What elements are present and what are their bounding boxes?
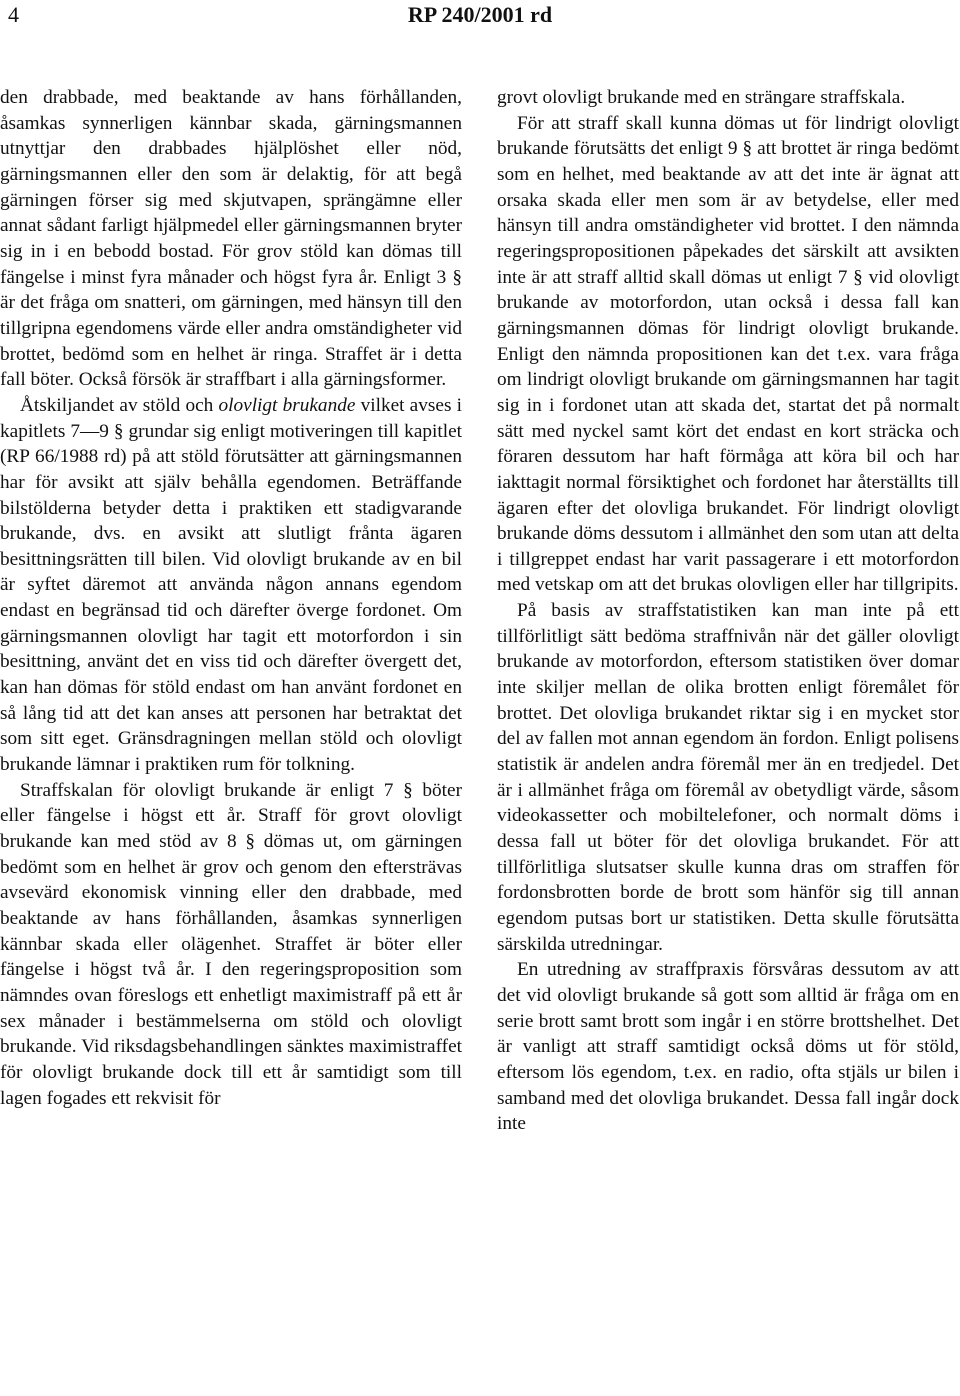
paragraph: den drabbade, med beaktande av hans förhållanden, åsamkas synnerligen kännbar skada, gärningsmannen utnyttjar den drabbades hjälplöshet eller nöd, gärningsmannen eller den som är delaktig, för att begå gärningen förser sig med skjutvapen, sprängämne eller annat sådant farligt hjälpmedel eller gärningsmannen bryter sig in i en bebodd bostad. För grov stöld kan dömas till fängelse i minst fyra månader och högst fyra år. Enligt 3 § är det fråga om snatteri, om gärningen, med hänsyn till den tillgripna egendomens värde eller andra omständigheter vid brottet, bedömd som en helhet är ringa. Straffet är i detta fall böter. Också försök är straffbart i alla gärningsformer. [0,87,462,391]
paragraph: För att straff skall kunna dömas ut för lindrigt olovligt brukande förutsätts det enligt 9 § att brottet är ringa bedömt som en helhet, med beaktande av att det inte är ägnat att orsaka skada eller men som är av betydelse, eller med hänsyn till andra omständigheter vid brottet. I den nämnda regeringspropositionen påpekades det särskilt att avsikten inte är att straff alltid skall dömas ut enligt 7 § vid olovligt brukande av motorfordon, utan också i dessa fall kan gärningsmannen dömas för lindrigt olovligt brukande. Enligt den nämnda propositionen kan det t.ex. vara fråga om lindrigt olovligt brukande om gärningsmannen har tagit sig in i fordonet utan att skada det, startat det på normalt sätt med nyckel samt kört det endast en kort sträcka och föraren dessutom har haft förmåga att köra bil och har iakttagit normal försiktighet och fordonet har återställts till ägaren efter det olovliga brukandet. För lindrigt olovligt brukande döms dessutom i allmänhet den som utan att delta i tillgreppet endast har varit passagerare i ett motorfordon med vetskap om att det brukas olovligen eller har tillgripits. [497,112,959,596]
page-header [0,0,960,40]
paragraph: På basis av straffstatistiken kan man inte på ett tillförlitligt sätt bedöma straffnivån när det gäller olovligt brukande av motorfordon, eftersom statistiken över domar inte skiljer mellan de olika brotten enligt föremålet för brottet. Det olovliga brukandet riktar sig i en mycket stor del av fallen mot annan egendom än fordon. Enligt polisens statistik är andelen andra föremål mer än en tredjedel. Det är i allmänhet fråga om föremål av obetydligt värde, såsom videokassetter och mobiltelefoner, och normalt döms i dessa fall ut böter för det olovliga brukandet. För att tillförlitliga slutsatser skulle kunna dras om straffen för fordonsbrotten borde de brott som hänför sig till annan egendom putsas bort ur statistiken. Detta skulle förutsätta särskilda utredningar. [497,600,959,955]
paragraph-text: vilket avses i kapitlets 7—9 § grundar sig enligt motiveringen till kapitlet (RP 66/1988 rd) på att stöld förutsätter att gärningsmannen har för avsikt att själv behålla egendomen. Beträffande bilstölderna betyder detta i praktiken ett stadigvarande brukande, dvs. en avsikt att slutligt frånta ägaren besittningsrätten till bilen. Vid olovligt brukande av en bil är syftet däremot att använda någon annans egendom endast en begränsad tid och därefter överge fordonet. Om gärningsmannen olovligt har tagit ett motorfordon i sin besittning, använt det en viss tid och därefter övergett det, kan han dömas för stöld endast om han använt fordonet en så lång tid att det kan anses att personen har betraktat det som sitt eget. Gränsdragningen mellan stöld och olovligt brukande lämnar i praktiken rum för tolkning. [0,394,462,776]
document-id: RP 240/2001 rd [407,2,553,27]
right-column [497,85,959,1137]
paragraph: Straffskalan för olovligt brukande är enligt 7 § böter eller fängelse i högst ett år. Straff för grovt olovligt brukande kan med stöd av 8 § dömas ut, om gärningen bedömt som en helhet är grov och genom den eftersträvas avsevärd ekonomisk vinning eller den drabbade, med beaktande av hans förhållanden, åsamkas synnerligen kännbar skada eller olägenhet. Straffet är böter eller fängelse i högst två år. I den regeringsproposition som nämndes ovan föreslogs ett enhetligt maximistraff på ett år sex månader i bestämmelserna om stöld och olovligt brukande. Vid riksdagsbehandlingen sänktes maximistraffet för olovligt brukande dock till ett år samtidigt som till lagen fogades ett rekvisit för [0,779,462,1109]
paragraph: En utredning av straffpraxis försvåras dessutom av att det vid olovligt brukande så gott som alltid är fråga om en serie brott samt brott som ingår i en större brottshelhet. Det är vanligt att straff samtidigt också döms ut för stöld, eftersom lös egendom, t.ex. en radio, ofta stjäls ur bilen i samband med det olovliga brukandet. Dessa fall ingår dock inte [497,959,959,1135]
page-number: 4 [8,2,19,27]
paragraph: grovt olovligt brukande med en strängare straffskala. [497,87,906,108]
left-column [0,85,462,1111]
emphasized-term: olovligt brukande [218,394,356,416]
paragraph [0,393,462,778]
paragraph-text: Åtskiljandet av stöld och [20,394,219,416]
